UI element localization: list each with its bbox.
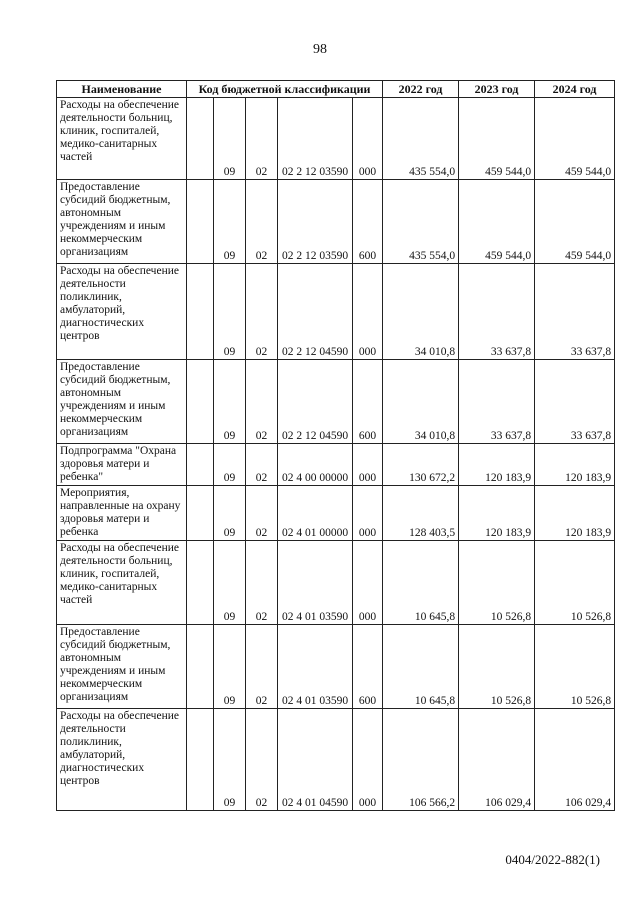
row-code-expense-type: 000 xyxy=(353,264,383,360)
row-value-2024: 10 526,8 xyxy=(535,625,615,709)
row-code-expense-type: 600 xyxy=(353,625,383,709)
row-name: Расходы на обеспечение деятельности поликлиник, амбулаторий, диагностических центров xyxy=(57,709,187,811)
table-row xyxy=(57,541,615,625)
row-spacer xyxy=(187,264,214,360)
row-spacer xyxy=(187,486,214,541)
table-row xyxy=(57,98,615,180)
table-row xyxy=(57,180,615,264)
row-name: Расходы на обеспечение деятельности больниц, клиник, госпиталей, медико-санитарных частей xyxy=(57,541,187,625)
row-spacer xyxy=(187,541,214,625)
row-code-subsection: 02 xyxy=(246,709,278,811)
row-name: Расходы на обеспечение деятельности больниц, клиник, госпиталей, медико-санитарных частей xyxy=(57,98,187,180)
row-value-2023: 33 637,8 xyxy=(459,264,535,360)
row-value-2024: 33 637,8 xyxy=(535,360,615,444)
row-code-target: 02 4 01 00000 xyxy=(278,486,353,541)
row-value-2024: 459 544,0 xyxy=(535,98,615,180)
row-value-2022: 34 010,8 xyxy=(383,360,459,444)
row-value-2023: 33 637,8 xyxy=(459,360,535,444)
row-code-target: 02 2 12 04590 xyxy=(278,360,353,444)
table-row xyxy=(57,709,615,811)
row-code-target: 02 4 00 00000 xyxy=(278,444,353,486)
row-code-expense-type: 600 xyxy=(353,180,383,264)
row-code-section: 09 xyxy=(214,625,246,709)
row-value-2024: 120 183,9 xyxy=(535,486,615,541)
row-code-subsection: 02 xyxy=(246,180,278,264)
row-name: Подпрограмма "Охрана здоровья матери и ребенка" xyxy=(57,444,187,486)
row-code-expense-type: 000 xyxy=(353,98,383,180)
row-code-subsection: 02 xyxy=(246,541,278,625)
row-code-subsection: 02 xyxy=(246,264,278,360)
row-code-target: 02 4 01 03590 xyxy=(278,541,353,625)
row-code-section: 09 xyxy=(214,98,246,180)
row-code-expense-type: 000 xyxy=(353,541,383,625)
row-value-2023: 120 183,9 xyxy=(459,444,535,486)
row-value-2022: 435 554,0 xyxy=(383,180,459,264)
header-2022: 2022 год xyxy=(383,81,459,98)
row-code-target: 02 2 12 04590 xyxy=(278,264,353,360)
row-spacer xyxy=(187,625,214,709)
table-row xyxy=(57,360,615,444)
row-value-2024: 10 526,8 xyxy=(535,541,615,625)
row-code-section: 09 xyxy=(214,264,246,360)
row-name: Предоставление субсидий бюджетным, автономным учреждениям и иным некоммерческим организациям xyxy=(57,360,187,444)
row-value-2023: 106 029,4 xyxy=(459,709,535,811)
row-value-2024: 106 029,4 xyxy=(535,709,615,811)
row-value-2023: 120 183,9 xyxy=(459,486,535,541)
row-value-2023: 459 544,0 xyxy=(459,180,535,264)
row-code-expense-type: 000 xyxy=(353,709,383,811)
row-name: Предоставление субсидий бюджетным, автономным учреждениям и иным некоммерческим организациям xyxy=(57,625,187,709)
row-value-2024: 459 544,0 xyxy=(535,180,615,264)
row-value-2022: 435 554,0 xyxy=(383,98,459,180)
row-spacer xyxy=(187,98,214,180)
row-value-2023: 10 526,8 xyxy=(459,541,535,625)
row-name: Расходы на обеспечение деятельности поликлиник, амбулаторий, диагностических центров xyxy=(57,264,187,360)
row-spacer xyxy=(187,444,214,486)
header-2023: 2023 год xyxy=(459,81,535,98)
row-code-section: 09 xyxy=(214,486,246,541)
row-code-expense-type: 000 xyxy=(353,444,383,486)
row-value-2022: 10 645,8 xyxy=(383,541,459,625)
page-number: 98 xyxy=(313,42,327,57)
row-code-subsection: 02 xyxy=(246,98,278,180)
row-value-2022: 10 645,8 xyxy=(383,625,459,709)
document-code: 0404/2022-882(1) xyxy=(505,852,600,867)
header-2024: 2024 год xyxy=(535,81,615,98)
budget-table xyxy=(56,80,615,811)
row-value-2024: 33 637,8 xyxy=(535,264,615,360)
row-code-subsection: 02 xyxy=(246,444,278,486)
row-code-section: 09 xyxy=(214,444,246,486)
table-row xyxy=(57,444,615,486)
row-code-expense-type: 000 xyxy=(353,486,383,541)
row-value-2022: 130 672,2 xyxy=(383,444,459,486)
row-code-target: 02 2 12 03590 xyxy=(278,98,353,180)
table-header-row xyxy=(57,81,615,98)
table-row xyxy=(57,625,615,709)
row-value-2023: 459 544,0 xyxy=(459,98,535,180)
header-name: Наименование xyxy=(57,81,187,98)
row-name: Мероприятия, направленные на охрану здоровья матери и ребенка xyxy=(57,486,187,541)
row-spacer xyxy=(187,360,214,444)
row-spacer xyxy=(187,180,214,264)
row-code-target: 02 2 12 03590 xyxy=(278,180,353,264)
table-body xyxy=(57,98,615,811)
header-code: Код бюджетной классификации xyxy=(187,81,383,98)
row-name: Предоставление субсидий бюджетным, автономным учреждениям и иным некоммерческим организациям xyxy=(57,180,187,264)
row-value-2022: 34 010,8 xyxy=(383,264,459,360)
row-code-section: 09 xyxy=(214,360,246,444)
row-code-target: 02 4 01 03590 xyxy=(278,625,353,709)
row-code-section: 09 xyxy=(214,709,246,811)
row-code-subsection: 02 xyxy=(246,360,278,444)
row-code-expense-type: 600 xyxy=(353,360,383,444)
row-code-section: 09 xyxy=(214,180,246,264)
row-code-subsection: 02 xyxy=(246,625,278,709)
row-code-target: 02 4 01 04590 xyxy=(278,709,353,811)
row-value-2022: 106 566,2 xyxy=(383,709,459,811)
row-value-2022: 128 403,5 xyxy=(383,486,459,541)
row-value-2024: 120 183,9 xyxy=(535,444,615,486)
row-value-2023: 10 526,8 xyxy=(459,625,535,709)
row-spacer xyxy=(187,709,214,811)
table-row xyxy=(57,264,615,360)
row-code-section: 09 xyxy=(214,541,246,625)
row-code-subsection: 02 xyxy=(246,486,278,541)
table-row xyxy=(57,486,615,541)
